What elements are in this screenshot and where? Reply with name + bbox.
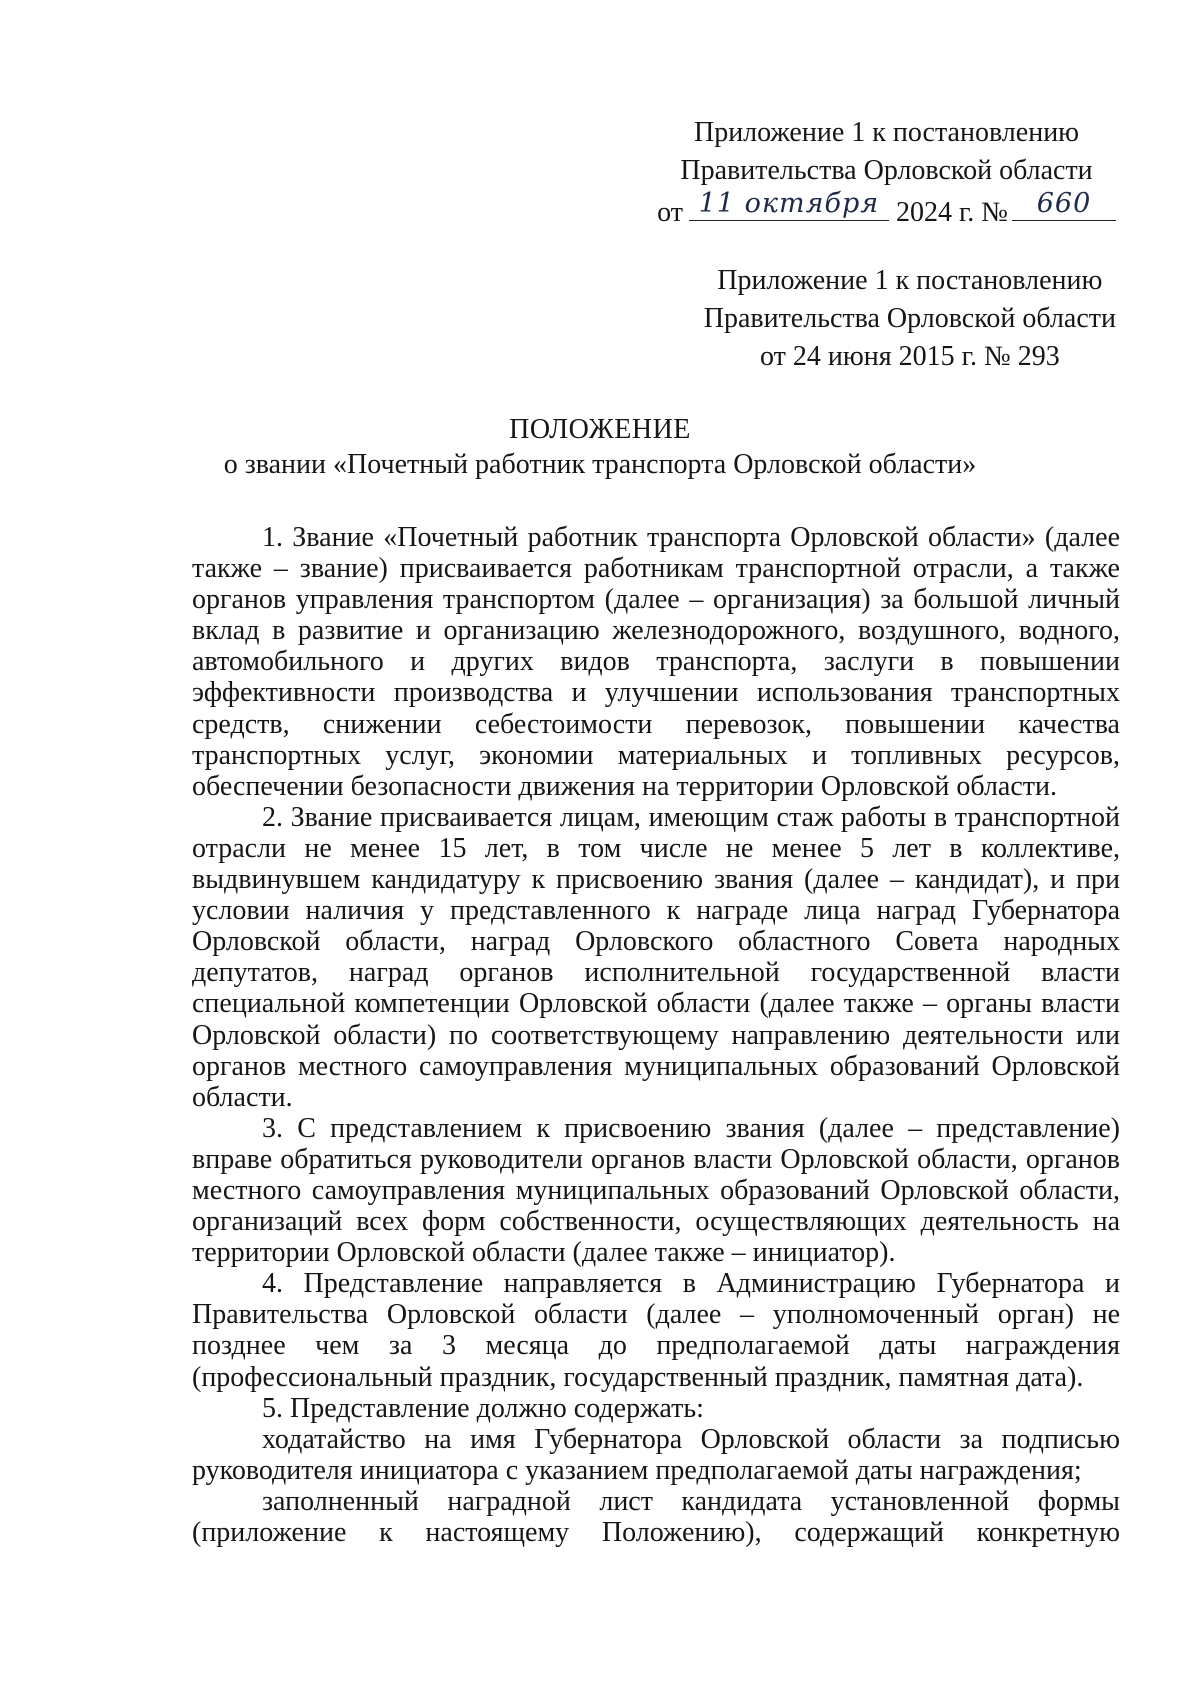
appendix-old-line-1: Приложение 1 к постановлению xyxy=(717,265,1103,296)
number-blank xyxy=(1012,190,1116,221)
appendix-block-original xyxy=(704,262,1116,376)
appendix-line-1: Приложение 1 к постановлению xyxy=(693,117,1080,148)
date-blank xyxy=(689,190,889,221)
paragraph-5-item-award-sheet: заполненный наградной лист кандидата установленной формы (приложение к настоящему Положению), содержащий конкретную xyxy=(192,1485,1120,1548)
paragraph-1: 1. Звание «Почетный работник транспорта Орловской области» (далее также – звание) присваивается работникам транспортной отрасли, а также органов управления транспортом (далее – организация) за большой личный вклад в развитие и организацию железнодорожного, воздушного, водного, автомобильного и других видов транспорта, заслуги в повышении эффективности производства и улучшении использования транспортных средств, снижении себестоимости перевозок, повышении качества транспортных услуг, экономии материальных и топливных ресурсов, обеспечении безопасности движения на территории Орловской области. xyxy=(192,522,1120,802)
appendix-block-current xyxy=(657,114,1116,232)
paragraph-3: 3. С представлением к присвоению звания (далее – представление) вправе обратиться руководители органов власти Орловской области, органов местного самоуправления муниципальных образований Орловской области, организаций всех форм собственности, осуществляющих деятельность на территории Орловской области (далее также – инициатор). xyxy=(192,1112,1120,1269)
appendix-old-line-3: от 24 июня 2015 г. № 293 xyxy=(760,341,1060,372)
handwritten-date: 11 октября xyxy=(698,188,880,219)
paragraph-2: 2. Звание присваивается лицам, имеющим стаж работы в транспортной отрасли не менее 15 лет, в том числе не менее 5 лет в коллективе, выдвинувшем кандидатуру к присвоению звания (далее – кандидат), и при условии наличия у представленного к награде лица наград Губернатора Орловской области, наград Орловского областного Совета народных депутатов, наград органов исполнительной государственной власти специальной компетенции Орловской области (далее также – органы власти Орловской области) по соответствующему направлению деятельности или органов местного самоуправления муниципальных образований Орловской области. xyxy=(192,801,1120,1113)
handwritten-number: 660 xyxy=(1036,188,1092,219)
appendix-line-2: Правительства Орловской области xyxy=(680,155,1093,186)
from-label: от xyxy=(657,197,683,228)
appendix-date-line xyxy=(657,190,1116,232)
document-subtitle: о звании «Почетный работник транспорта Орловской области» xyxy=(223,449,977,480)
paragraph-5-item-petition: ходатайство на имя Губернатора Орловской области за подписью руководителя инициатора с указанием предполагаемой даты награждения; xyxy=(192,1423,1120,1486)
document-heading: ПОЛОЖЕНИЕ xyxy=(509,414,691,445)
paragraph-5: 5. Представление должно содержать: xyxy=(262,1392,704,1424)
document-body xyxy=(192,522,1120,1548)
paragraph-4: 4. Представление направляется в Администрацию Губернатора и Правительства Орловской области (далее – уполномоченный орган) не позднее чем за 3 месяца до предполагаемой даты награждения (профессиональный праздник, государственный праздник, памятная дата). xyxy=(192,1268,1120,1393)
appendix-old-line-2: Правительства Орловской области xyxy=(703,303,1116,334)
year-number-label: 2024 г. № xyxy=(895,197,1008,228)
